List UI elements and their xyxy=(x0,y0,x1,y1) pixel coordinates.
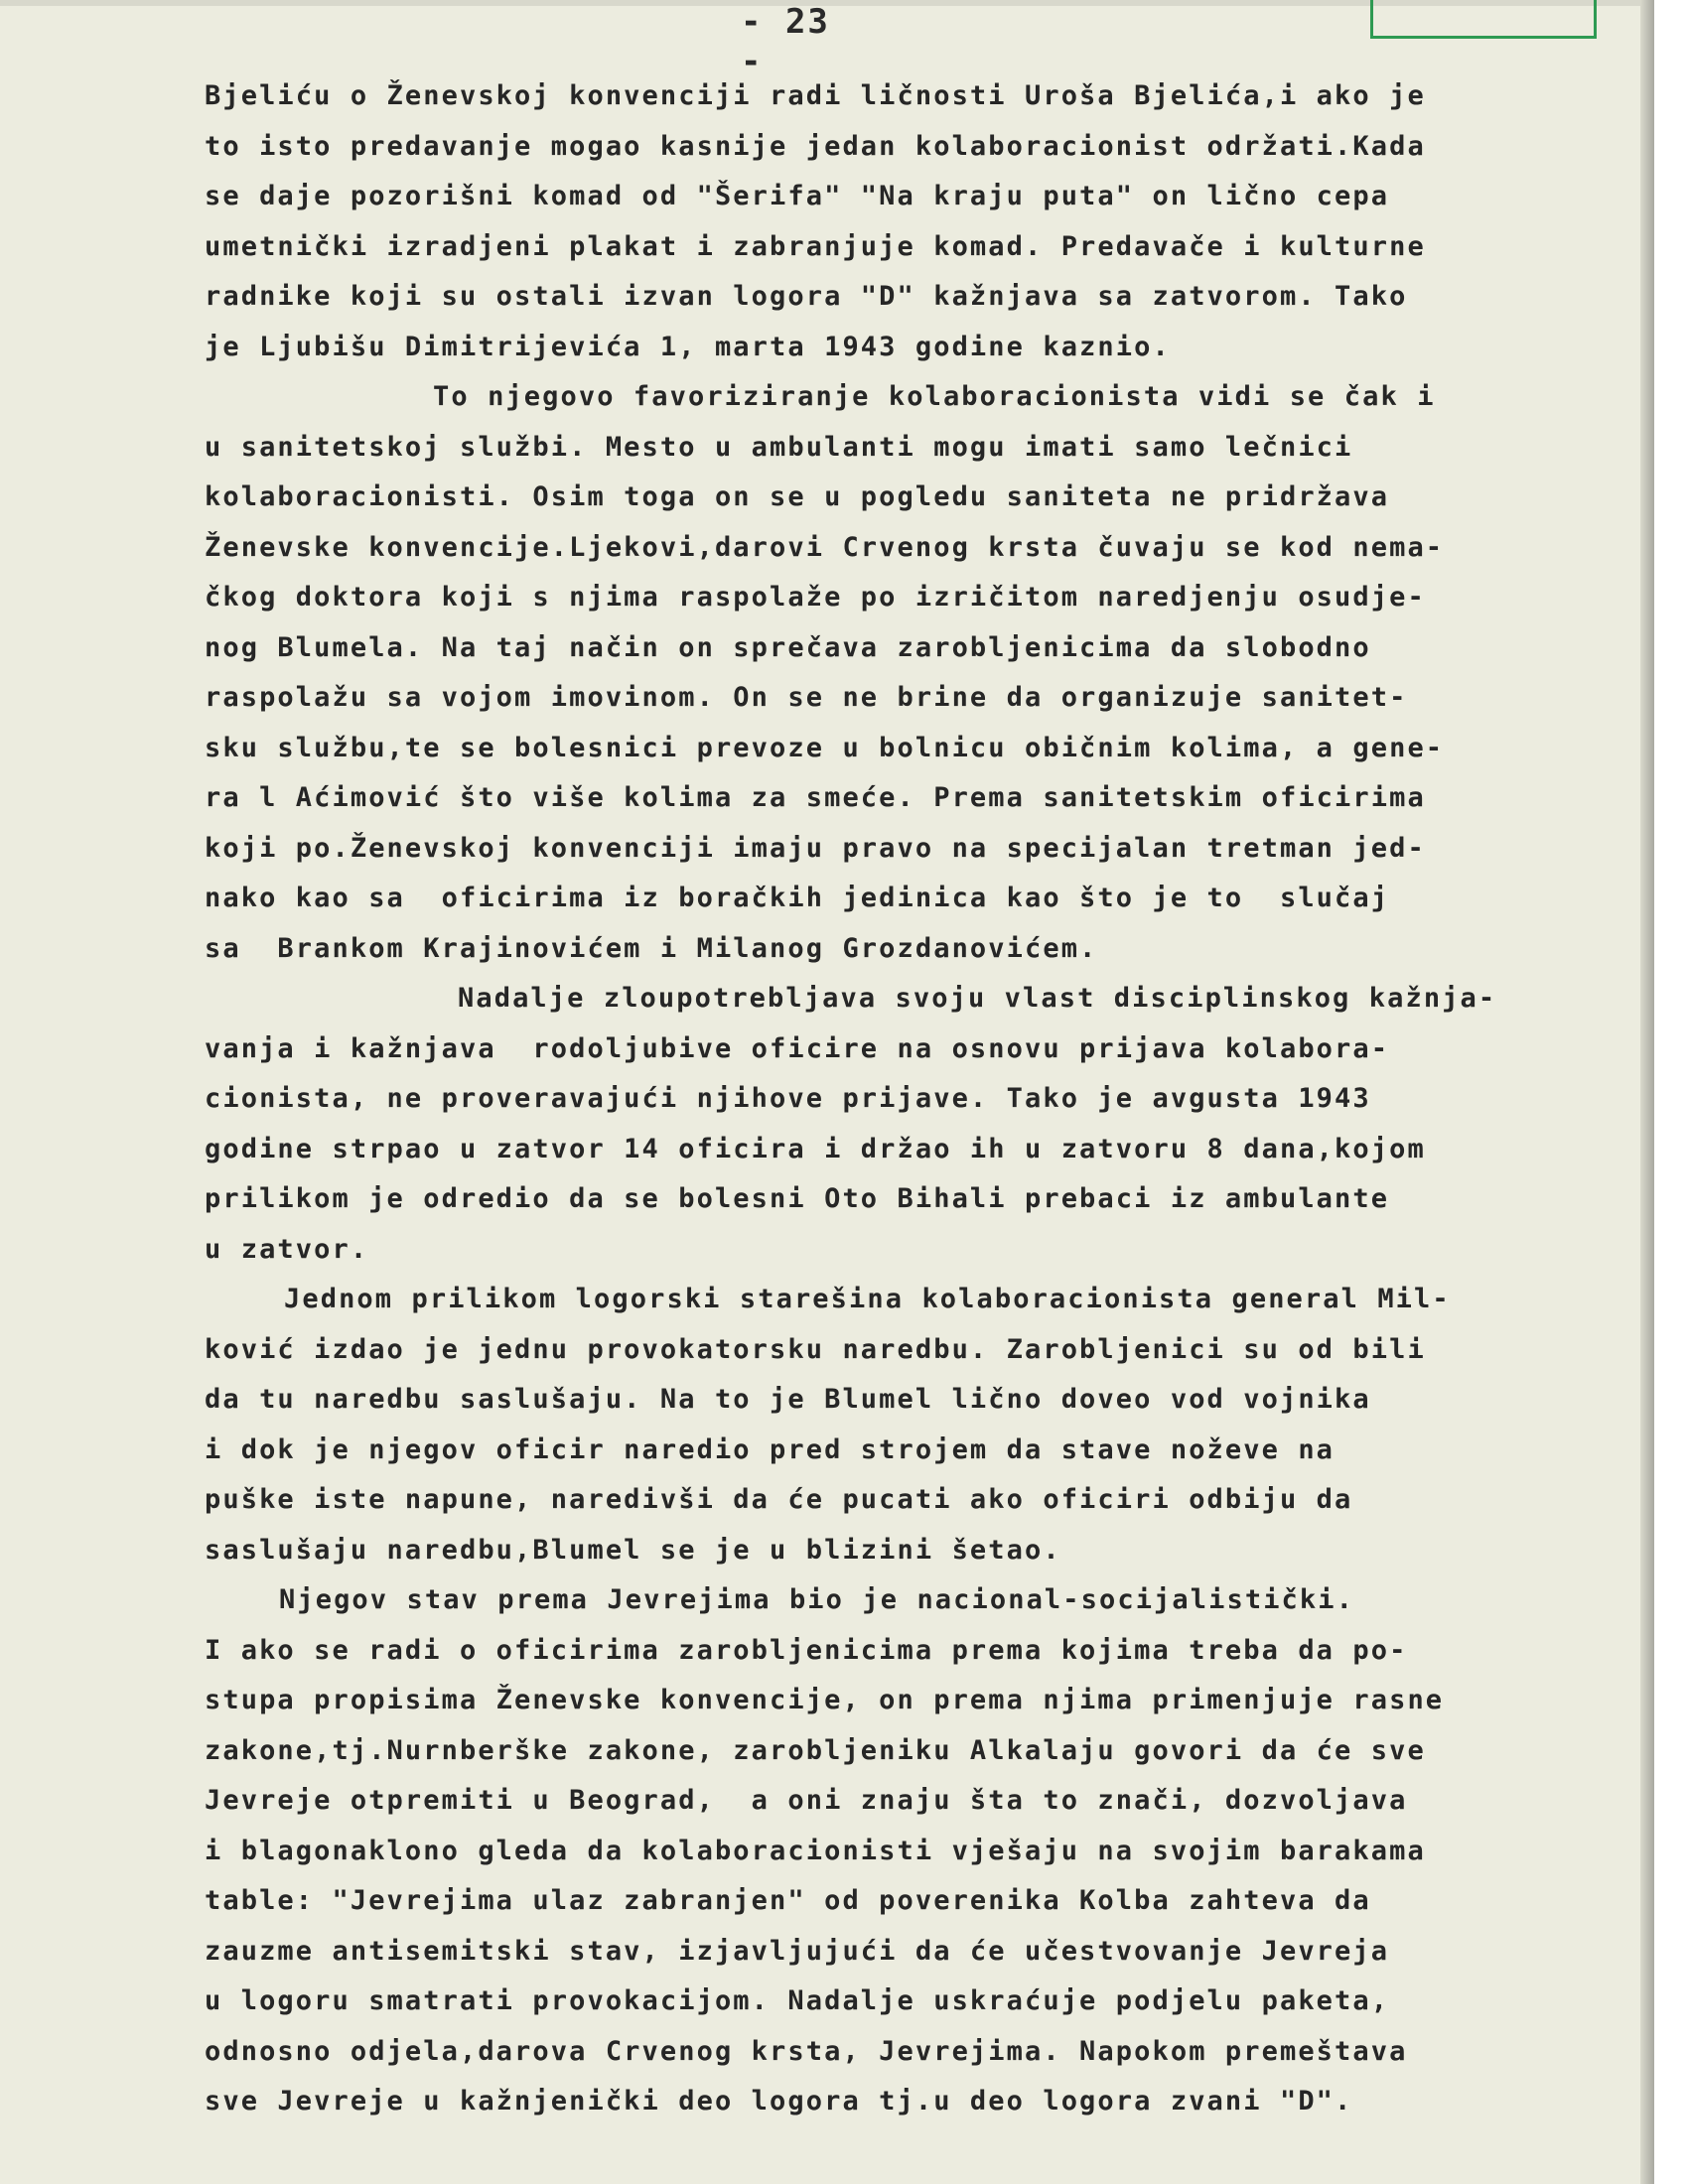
text-line: umetnički izradjeni plakat i zabranjuje komad. Predavače i kulturne xyxy=(205,230,1426,262)
text-line: Njegov stav prema Jevrejima bio je nacional-socijalistički. xyxy=(279,1584,1354,1615)
typewritten-body xyxy=(205,71,1615,2127)
text-line: sve Jevreje u kažnjenički deo logora tj.u deo logora zvani "D". xyxy=(205,2086,1353,2116)
text-line: da tu naredbu saslušaju. Na to je Blumel lično doveo vod vojnika xyxy=(205,1384,1371,1415)
scan-right-edge xyxy=(1640,0,1654,2184)
text-line: sa Brankom Krajinovićem i Milanog Grozdanovićem. xyxy=(205,932,1098,964)
text-line: nako kao sa oficirima iz boračkih jedinica kao što je to slučaj xyxy=(205,883,1390,913)
text-line: ković izdao je jednu provokatorsku naredbu. Zarobljenici su od bili xyxy=(205,1333,1426,1365)
text-line: Jevreje otpremiti u Beograd, a oni znaju šta to znači, dozvoljava xyxy=(205,1785,1408,1816)
text-line: radnike koji su ostali izvan logora "D" kažnjava sa zatvorom. Tako xyxy=(205,281,1408,312)
text-line: Nadalje zloupotrebljava svoju vlast disciplinskog kažnja- xyxy=(458,983,1497,1014)
text-line: raspolažu sa vojom imovinom. On se ne brine da organizuje sanitet- xyxy=(205,682,1408,713)
text-line: nog Blumela. Na taj način on sprečava zarobljenicima da slobodno xyxy=(205,631,1371,663)
text-line: table: "Jevrejima ulaz zabranjen" od poverenika Kolba zahteva da xyxy=(205,1885,1371,1916)
text-line: godine strpao u zatvor 14 oficira i držao ih u zatvoru 8 dana,kojom xyxy=(205,1133,1426,1164)
text-line: u sanitetskoj službi. Mesto u ambulanti mogu imati samo lečnici xyxy=(205,431,1353,463)
text-line: zakone,tj.Nurnberške zakone, zarobljeniku Alkalaju govori da će sve xyxy=(205,1734,1426,1766)
text-line: puške iste napune, naredivši da će pucati ako oficiri odbiju da xyxy=(205,1484,1353,1515)
text-line: To njegovo favoriziranje kolaboracionista vidi se čak i xyxy=(433,381,1436,412)
text-line: je Ljubišu Dimitrijevića 1, marta 1943 godine kaznio. xyxy=(205,331,1171,362)
text-line: prilikom je odredio da se bolesni Oto Bihali prebaci iz ambulante xyxy=(205,1183,1390,1214)
text-line: vanja i kažnjava rodoljubive oficire na osnovu prijava kolabora- xyxy=(205,1032,1390,1064)
text-line: u zatvor. xyxy=(205,1233,369,1265)
text-line: čkog doktora koji s njima raspolaže po izričitom naredjenju osudje- xyxy=(205,582,1426,613)
text-line: zauzme antisemitski stav, izjavljujući da će učestvovanje Jevreja xyxy=(205,1935,1390,1967)
text-line: i blagonaklono gleda da kolaboracionisti vješaju na svojim barakama xyxy=(205,1835,1426,1866)
text-line: cionista, ne proveravajući njihove prijave. Tako je avgusta 1943 xyxy=(205,1083,1371,1114)
text-line: ra l Aćimović što više kolima za smeće. Prema sanitetskim oficirima xyxy=(205,782,1426,813)
text-line: Bjeliću o Ženevskoj konvenciji radi ličnosti Uroša Bjelića,i ako je xyxy=(205,80,1426,111)
text-line: i dok je njegov oficir naredio pred strojem da stave noževe na xyxy=(205,1433,1336,1465)
page-number: - 23 - xyxy=(741,2,830,81)
text-line: koji po.Ženevskoj konvenciji imaju pravo na specijalan tretman jed- xyxy=(205,832,1426,864)
green-stamp-box xyxy=(1370,0,1597,39)
text-line: Jednom prilikom logorski starešina kolaboracionista general Mil- xyxy=(284,1284,1451,1314)
text-line: stupa propisima Ženevske konvencije, on prema njima primenjuje rasne xyxy=(205,1685,1445,1715)
text-line: saslušaju naredbu,Blumel se je u blizini šetao. xyxy=(205,1534,1061,1566)
text-line: u logoru smatrati provokacijom. Nadalje uskraćuje podjelu paketa, xyxy=(205,1985,1390,2016)
text-line: sku službu,te se bolesnici prevoze u bolnicu običnim kolima, a gene- xyxy=(205,732,1445,763)
text-line: se daje pozorišni komad od "Šerifa" "Na kraju puta" on lično cepa xyxy=(205,181,1390,211)
text-line: odnosno odjela,darova Crvenog krsta, Jevrejima. Napokom premeštava xyxy=(205,2035,1408,2067)
text-line: Ženevske konvencije.Ljekovi,darovi Crvenog krsta čuvaju se kod nema- xyxy=(205,531,1445,563)
text-line: to isto predavanje mogao kasnije jedan kolaboracionist održati.Kada xyxy=(205,130,1426,162)
text-line: kolaboracionisti. Osim toga on se u pogledu saniteta ne pridržava xyxy=(205,481,1390,512)
text-line: I ako se radi o oficirima zarobljenicima prema kojima treba da po- xyxy=(205,1634,1408,1666)
